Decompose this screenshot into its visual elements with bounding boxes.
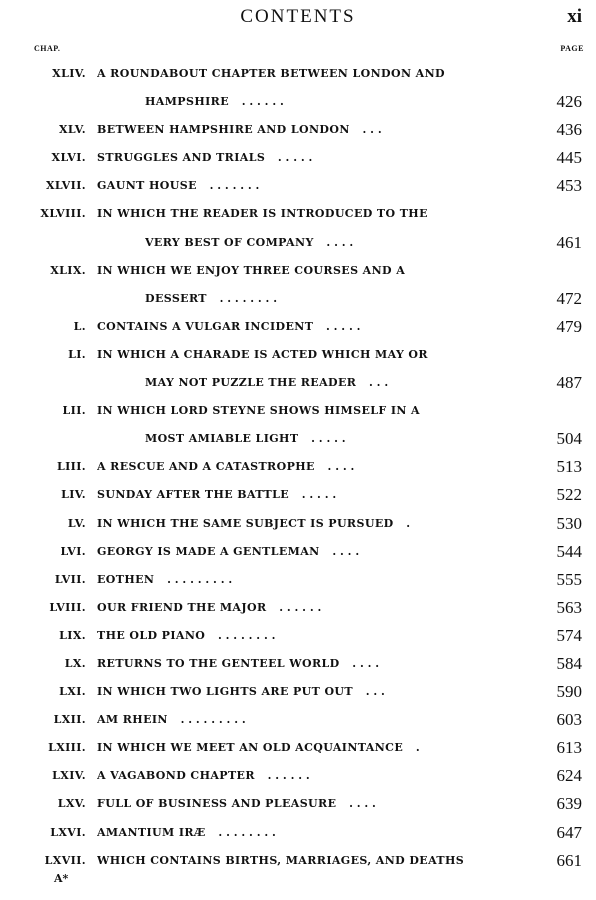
contents-list — [0, 60, 596, 875]
contents-entry — [0, 257, 596, 313]
chapter-title-text: AMANTIUM IRÆ — [97, 825, 206, 839]
chapter-number: XLIV. — [52, 67, 86, 80]
chapter-column-header: CHAP. — [34, 44, 61, 53]
chapter-title-text: OUR FRIEND THE MAJOR — [97, 600, 267, 614]
entry-line — [0, 650, 596, 678]
chapter-title-text: BETWEEN HAMPSHIRE AND LONDON — [97, 123, 350, 137]
entry-line — [0, 453, 596, 481]
chapter-number: LXI. — [59, 685, 86, 699]
entry-continuation-line — [0, 425, 596, 453]
leader-dots: . . . . — [327, 460, 355, 474]
chapter-title-text: IN WHICH LORD STEYNE SHOWS HIMSELF IN A — [97, 404, 420, 418]
leader-dots: . . . . — [352, 656, 380, 670]
chapter-title-text: IN WHICH THE READER IS INTRODUCED TO THE — [97, 207, 428, 221]
page-number: 544 — [556, 541, 582, 561]
chapter-title-text: IN WHICH A CHARADE IS ACTED WHICH MAY OR — [97, 347, 428, 361]
chapter-title-text: SUNDAY AFTER THE BATTLE — [97, 488, 290, 502]
chapter-title-text: IN WHICH WE ENJOY THREE COURSES AND A — [97, 263, 406, 277]
leader-dots: . . . . — [332, 544, 360, 558]
chapter-title — [97, 790, 376, 818]
contents-entry — [0, 144, 596, 172]
page-number: 574 — [556, 625, 582, 645]
contents-entry — [0, 762, 596, 790]
chapter-title-text: A RESCUE AND A CATASTROPHE — [97, 460, 315, 474]
contents-entry — [0, 622, 596, 650]
entry-continuation-line — [0, 88, 596, 116]
chapter-title — [97, 341, 428, 369]
leader-dots: . . . . . . . . . — [167, 572, 233, 586]
page-number: 603 — [556, 710, 582, 730]
chapter-title-text: GAUNT HOUSE — [97, 179, 197, 193]
contents-entry — [0, 397, 596, 453]
entry-line — [0, 819, 596, 847]
chapter-number: LXV. — [57, 797, 86, 811]
entry-line — [0, 116, 596, 144]
chapter-number: XLV. — [58, 123, 86, 137]
leader-dots: . . . . . . . — [209, 179, 260, 193]
chapter-title — [97, 762, 310, 790]
chapter-title — [145, 369, 388, 397]
contents-entry — [0, 790, 596, 818]
page-number: 563 — [556, 597, 582, 617]
contents-entry — [0, 650, 596, 678]
page-number: 426 — [556, 92, 582, 112]
entry-continuation-line — [0, 369, 596, 397]
page-number: 590 — [556, 682, 582, 702]
chapter-title — [97, 510, 410, 538]
chapter-title-text: IN WHICH TWO LIGHTS ARE PUT OUT — [97, 685, 354, 699]
folio-number: xi — [567, 6, 582, 27]
leader-dots: . . . . — [326, 235, 354, 249]
entry-line — [0, 762, 596, 790]
entry-line — [0, 397, 596, 425]
leader-dots: . . . . . — [277, 151, 313, 165]
chapter-title — [145, 285, 277, 313]
page-number: 461 — [556, 232, 582, 252]
chapter-number: LII. — [62, 404, 86, 418]
page-column-header: PAGE — [560, 44, 584, 53]
leader-dots: . . . . . — [311, 432, 346, 446]
chapter-title — [97, 622, 275, 650]
page-number: 445 — [556, 148, 582, 168]
chapter-title-text: MAY NOT PUZZLE THE READER — [145, 376, 357, 390]
contents-entry — [0, 594, 596, 622]
page-number: 453 — [556, 176, 582, 196]
chapter-title — [145, 88, 284, 116]
chapter-number: LX. — [64, 656, 86, 670]
chapter-number: LIX. — [59, 628, 86, 642]
chapter-title-text: A VAGABOND CHAPTER — [97, 769, 255, 783]
entry-line — [0, 172, 596, 200]
chapter-title — [97, 819, 276, 847]
chapter-number: LIII. — [56, 460, 86, 474]
chapter-number: LXVI. — [50, 825, 86, 839]
leader-dots: . . . . . . . . . — [180, 713, 246, 727]
chapter-title — [97, 847, 477, 875]
chapter-number: LV. — [67, 516, 86, 530]
entry-line — [0, 678, 596, 706]
chapter-number: LVI. — [60, 544, 86, 558]
contents-entry — [0, 510, 596, 538]
chapter-number: LXII. — [53, 713, 86, 727]
chapter-title-text: MOST AMIABLE LIGHT — [145, 432, 299, 446]
chapter-number: XLVIII. — [40, 207, 86, 221]
leader-dots: . . . . . — [325, 319, 361, 333]
chapter-title-text: HAMPSHIRE — [145, 95, 229, 109]
entry-continuation-line — [0, 285, 596, 313]
entry-line — [0, 847, 596, 875]
entry-line — [0, 313, 596, 341]
chapter-title-text: VERY BEST OF COMPANY — [145, 235, 314, 249]
page-number: 613 — [556, 738, 582, 758]
page-number: 479 — [556, 316, 582, 336]
leader-dots: . . . . . . — [267, 769, 310, 783]
chapter-number: XLVII. — [45, 179, 86, 193]
entry-line — [0, 566, 596, 594]
leader-dots: . . . . . . . . — [219, 291, 278, 305]
page-number: 522 — [556, 485, 582, 505]
chapter-title-text: IN WHICH WE MEET AN OLD ACQUAINTANCE — [97, 741, 404, 755]
chapter-title — [97, 116, 382, 144]
chapter-number: LIV. — [61, 488, 86, 502]
contents-entry — [0, 116, 596, 144]
chapter-title — [97, 594, 321, 622]
chapter-title — [97, 538, 359, 566]
chapter-title-text: AM RHEIN — [97, 713, 168, 727]
leader-dots: . . . . . . . . — [217, 628, 276, 642]
entry-line — [0, 622, 596, 650]
chapter-title — [97, 650, 379, 678]
page-number: 513 — [556, 457, 582, 477]
page-number: 639 — [556, 794, 582, 814]
entry-line — [0, 144, 596, 172]
leader-dots: . . . — [365, 685, 385, 699]
contents-entry — [0, 847, 596, 875]
leader-dots: . . . . . . . . — [218, 825, 276, 839]
chapter-title — [97, 678, 385, 706]
entry-line — [0, 706, 596, 734]
entry-line — [0, 510, 596, 538]
page-number: 530 — [556, 513, 582, 533]
leader-dots: . . . . . . — [241, 95, 284, 109]
leader-dots: . . . . . . — [279, 600, 322, 614]
contents-entry — [0, 678, 596, 706]
chapter-number: XLIX. — [50, 263, 86, 277]
page-number: 624 — [556, 766, 582, 786]
chapter-title — [97, 313, 360, 341]
chapter-number: LXVII. — [44, 853, 86, 867]
chapter-title-text: A ROUNDABOUT CHAPTER BETWEEN LONDON AND — [97, 67, 445, 80]
contents-entry — [0, 453, 596, 481]
running-title: CONTENTS — [240, 6, 356, 27]
chapter-title — [97, 453, 354, 481]
chapter-title-text: THE OLD PIANO — [97, 628, 206, 642]
entry-line — [0, 790, 596, 818]
printer-signature: A* — [54, 872, 69, 885]
chapter-title — [97, 706, 246, 734]
leader-dots: . . . . . — [301, 488, 337, 502]
chapter-title — [97, 566, 232, 594]
chapter-title-text: DESSERT — [145, 291, 207, 305]
contents-entry — [0, 60, 596, 116]
chapter-title-text: STRUGGLES AND TRIALS — [97, 151, 266, 165]
page-number: 472 — [556, 288, 582, 308]
page-number: 436 — [556, 120, 582, 140]
chapter-title — [97, 257, 405, 285]
chapter-title-text: IN WHICH THE SAME SUBJECT IS PURSUED — [97, 516, 394, 530]
chapter-title — [97, 172, 259, 200]
chapter-title-text: WHICH CONTAINS BIRTHS, MARRIAGES, AND DEATHS — [97, 853, 465, 867]
entry-line — [0, 734, 596, 762]
chapter-number: LVII. — [54, 572, 86, 586]
contents-entry — [0, 566, 596, 594]
chapter-number: LXIII. — [48, 741, 86, 755]
chapter-title — [145, 425, 346, 453]
page-number: 487 — [556, 373, 582, 393]
chapter-title — [97, 60, 445, 88]
chapter-title — [97, 397, 420, 425]
entry-line — [0, 60, 596, 88]
page-number: 504 — [556, 429, 582, 449]
chapter-title-text: EOTHEN — [97, 572, 155, 586]
chapter-title — [97, 481, 336, 509]
entry-line — [0, 200, 596, 228]
contents-entry — [0, 200, 596, 256]
page-number: 661 — [556, 850, 582, 870]
chapter-title-text: RETURNS TO THE GENTEEL WORLD — [97, 656, 340, 670]
chapter-title — [97, 734, 420, 762]
chapter-number: LI. — [68, 347, 86, 361]
entry-continuation-line — [0, 229, 596, 257]
contents-entry — [0, 481, 596, 509]
chapter-title-text: GEORGY IS MADE A GENTLEMAN — [97, 544, 320, 558]
entry-line — [0, 341, 596, 369]
chapter-number: XLVI. — [51, 151, 86, 165]
chapter-title — [97, 144, 312, 172]
leader-dots: . — [406, 516, 411, 530]
leader-dots: . . . . — [349, 797, 376, 811]
chapter-number: LVIII. — [49, 600, 86, 614]
chapter-title — [145, 229, 353, 257]
contents-entry — [0, 313, 596, 341]
contents-entry — [0, 172, 596, 200]
chapter-number: LXIV. — [52, 769, 86, 783]
page-number: 584 — [556, 653, 582, 673]
page-number: 647 — [556, 822, 582, 842]
chapter-number: L. — [73, 319, 86, 333]
entry-line — [0, 257, 596, 285]
page-number: 555 — [556, 569, 582, 589]
chapter-title-text: CONTAINS A VULGAR INCIDENT — [97, 319, 314, 333]
leader-dots: . — [415, 741, 420, 755]
leader-dots: . . . — [362, 123, 382, 137]
entry-line — [0, 538, 596, 566]
leader-dots: . . . — [369, 376, 389, 390]
entry-line — [0, 481, 596, 509]
entry-line — [0, 594, 596, 622]
contents-entry — [0, 538, 596, 566]
contents-entry — [0, 341, 596, 397]
contents-entry — [0, 734, 596, 762]
contents-entry — [0, 819, 596, 847]
chapter-title — [97, 200, 428, 228]
contents-entry — [0, 706, 596, 734]
chapter-title-text: FULL OF BUSINESS AND PLEASURE — [97, 797, 337, 811]
